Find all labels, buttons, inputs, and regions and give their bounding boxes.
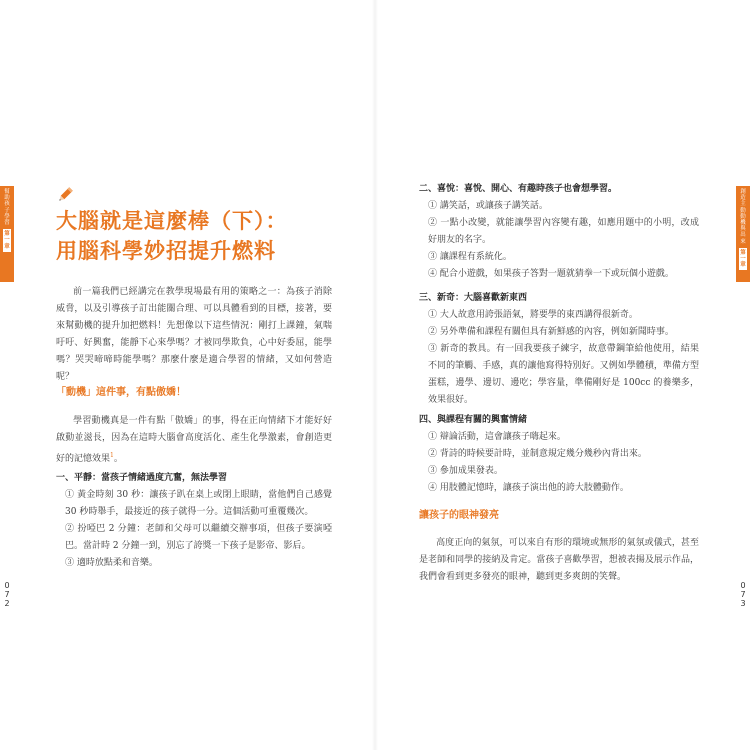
section-body-motivation [56,413,332,468]
section-heading-motivation: 「動機」這件事，有點傲嬌！ [56,387,186,398]
sub4-item-4: ④ 用肢體記憶時，讓孩子演出他的誇大肢體動作。 [428,483,629,493]
right-side-tab-title: 創造主動動機與出來 [740,189,746,245]
sub2-item-4: ④ 配合小遊戲，如果孩子答對一題就猜拳一下或玩個小遊戲。 [428,269,674,279]
right-side-tab-chapter: 第一章 [739,248,747,271]
article-title [56,206,288,266]
sub2-item-3: ③ 讓課程有系統化。 [428,252,512,262]
sub1-item-3: ③ 適時放點柔和音樂。 [65,558,158,568]
sub2-heading: 二、喜悅：喜悅、開心、有趣時孩子也會想學習。 [419,184,618,194]
left-side-tab-title: 幫助孩子學習 [4,189,10,227]
sub2-item-2: ② 一點小改變，就能讓學習內容變有趣，如應用題中的小明，改成好朋友的名字。 [428,218,699,245]
left-side-tab-chapter: 第一章 [3,229,11,252]
section-heading-eyes: 讓孩子的眼神發亮 [419,510,499,521]
left-side-tab [0,186,14,282]
right-section-block [419,507,699,524]
article-title-line-2: 用腦科學妙招提升燃料 [56,239,276,263]
sub3-item-1: ① 大人故意用誇張語氣，將要學的東西講得很新奇。 [428,310,638,320]
footnote-marker: 1 [110,452,114,459]
left-intro-block [56,284,332,386]
sub3-item-2: ② 另外準備和課程有關但具有新鮮感的內容，例如新聞時事。 [428,327,674,337]
sub3-item-3: ③ 新奇的教具。有一回我要孩子練字，故意帶鋼筆給他使用，結果不同的筆觸、手感，真的讓他寫得特別好。又例如學體積，準備方型蛋糕，邊學、邊切、邊吃；學容量，準備剛好是 100cc 的養樂多，效果很好。 [428,344,699,405]
right-page-number: 073 [740,581,746,608]
section-body-text: 學習動機真是一件有點「傲嬌」的事，得在正向情緒下才能好好啟動並滋長，因為在這時大腦會高度活化、產生化學激素，會創造更好的記憶效果 [56,416,332,464]
sub2-item-1: ① 講笑話，或讓孩子講笑話。 [428,201,548,211]
pencil-icon [56,186,74,204]
sub4-heading: 四、與課程有關的興奮情緒 [419,415,528,425]
sub1-item-1: ① 黃金時刻 30 秒：讓孩子趴在桌上或閉上眼睛，當他們自己感覺 30 秒時舉手，最接近的孩子就得一分。這個活動可重覆幾次。 [65,490,332,517]
left-page-number: 072 [4,581,10,608]
article-title-line-1: 大腦就是這麼棒（下）： [56,209,288,233]
section-body-eyes: 高度正向的氣氛，可以來自有形的環境或無形的氣氛或儀式，甚至是老師和同學的接納及肯定。當孩子喜歡學習，想被表揚及展示作品，我們會看到更多發亮的眼神，聽到更多爽朗的笑聲。 [419,538,699,582]
sub4-item-1: ① 辯論活動，這會讓孩子嗨起來。 [428,432,566,442]
right-section-body-block [419,535,699,586]
sub3-block [419,290,699,409]
right-side-tab [736,186,750,282]
left-section-body-block [56,413,332,468]
right-page [375,0,750,750]
sub2-block [419,181,699,283]
sub1-heading: 一、平靜：當孩子情緒過度亢奮，無法學習 [56,473,228,483]
intro-paragraph: 前一篇我們已經講完在教學現場最有用的策略之一：為孩子消除威脅，以及引導孩子訂出能關合理、可以具體看到的目標，接著，要來幫動機的提升加把燃料！先想像以下這些情況：剛打上課鐘，氣喘吁吁、好興奮，能靜下心來學嗎？才被同學欺負，心中好委屈，能學嗎？哭哭啼啼時能學嗎？那麼什麼是適合學習的情緒，又如何營造呢？ [56,287,332,382]
sub4-item-3: ③ 參加成果發表。 [428,466,503,476]
sub4-block [419,412,699,497]
sub1-block [56,470,332,572]
left-section-block [56,384,332,401]
sub3-heading: 三、新奇：大腦喜歡新東西 [419,293,528,303]
sub1-item-2: ② 扮啞巴 2 分鐘：老師和父母可以繼續交辦事項，但孩子要演啞巴。當計時 2 分鐘一到，別忘了誇獎一下孩子是影帝、影后。 [65,524,332,551]
sub4-item-2: ② 背詩的時候要計時，並制意規定幾分幾秒內背出來。 [428,449,647,459]
section-body-end: 。 [113,454,123,464]
